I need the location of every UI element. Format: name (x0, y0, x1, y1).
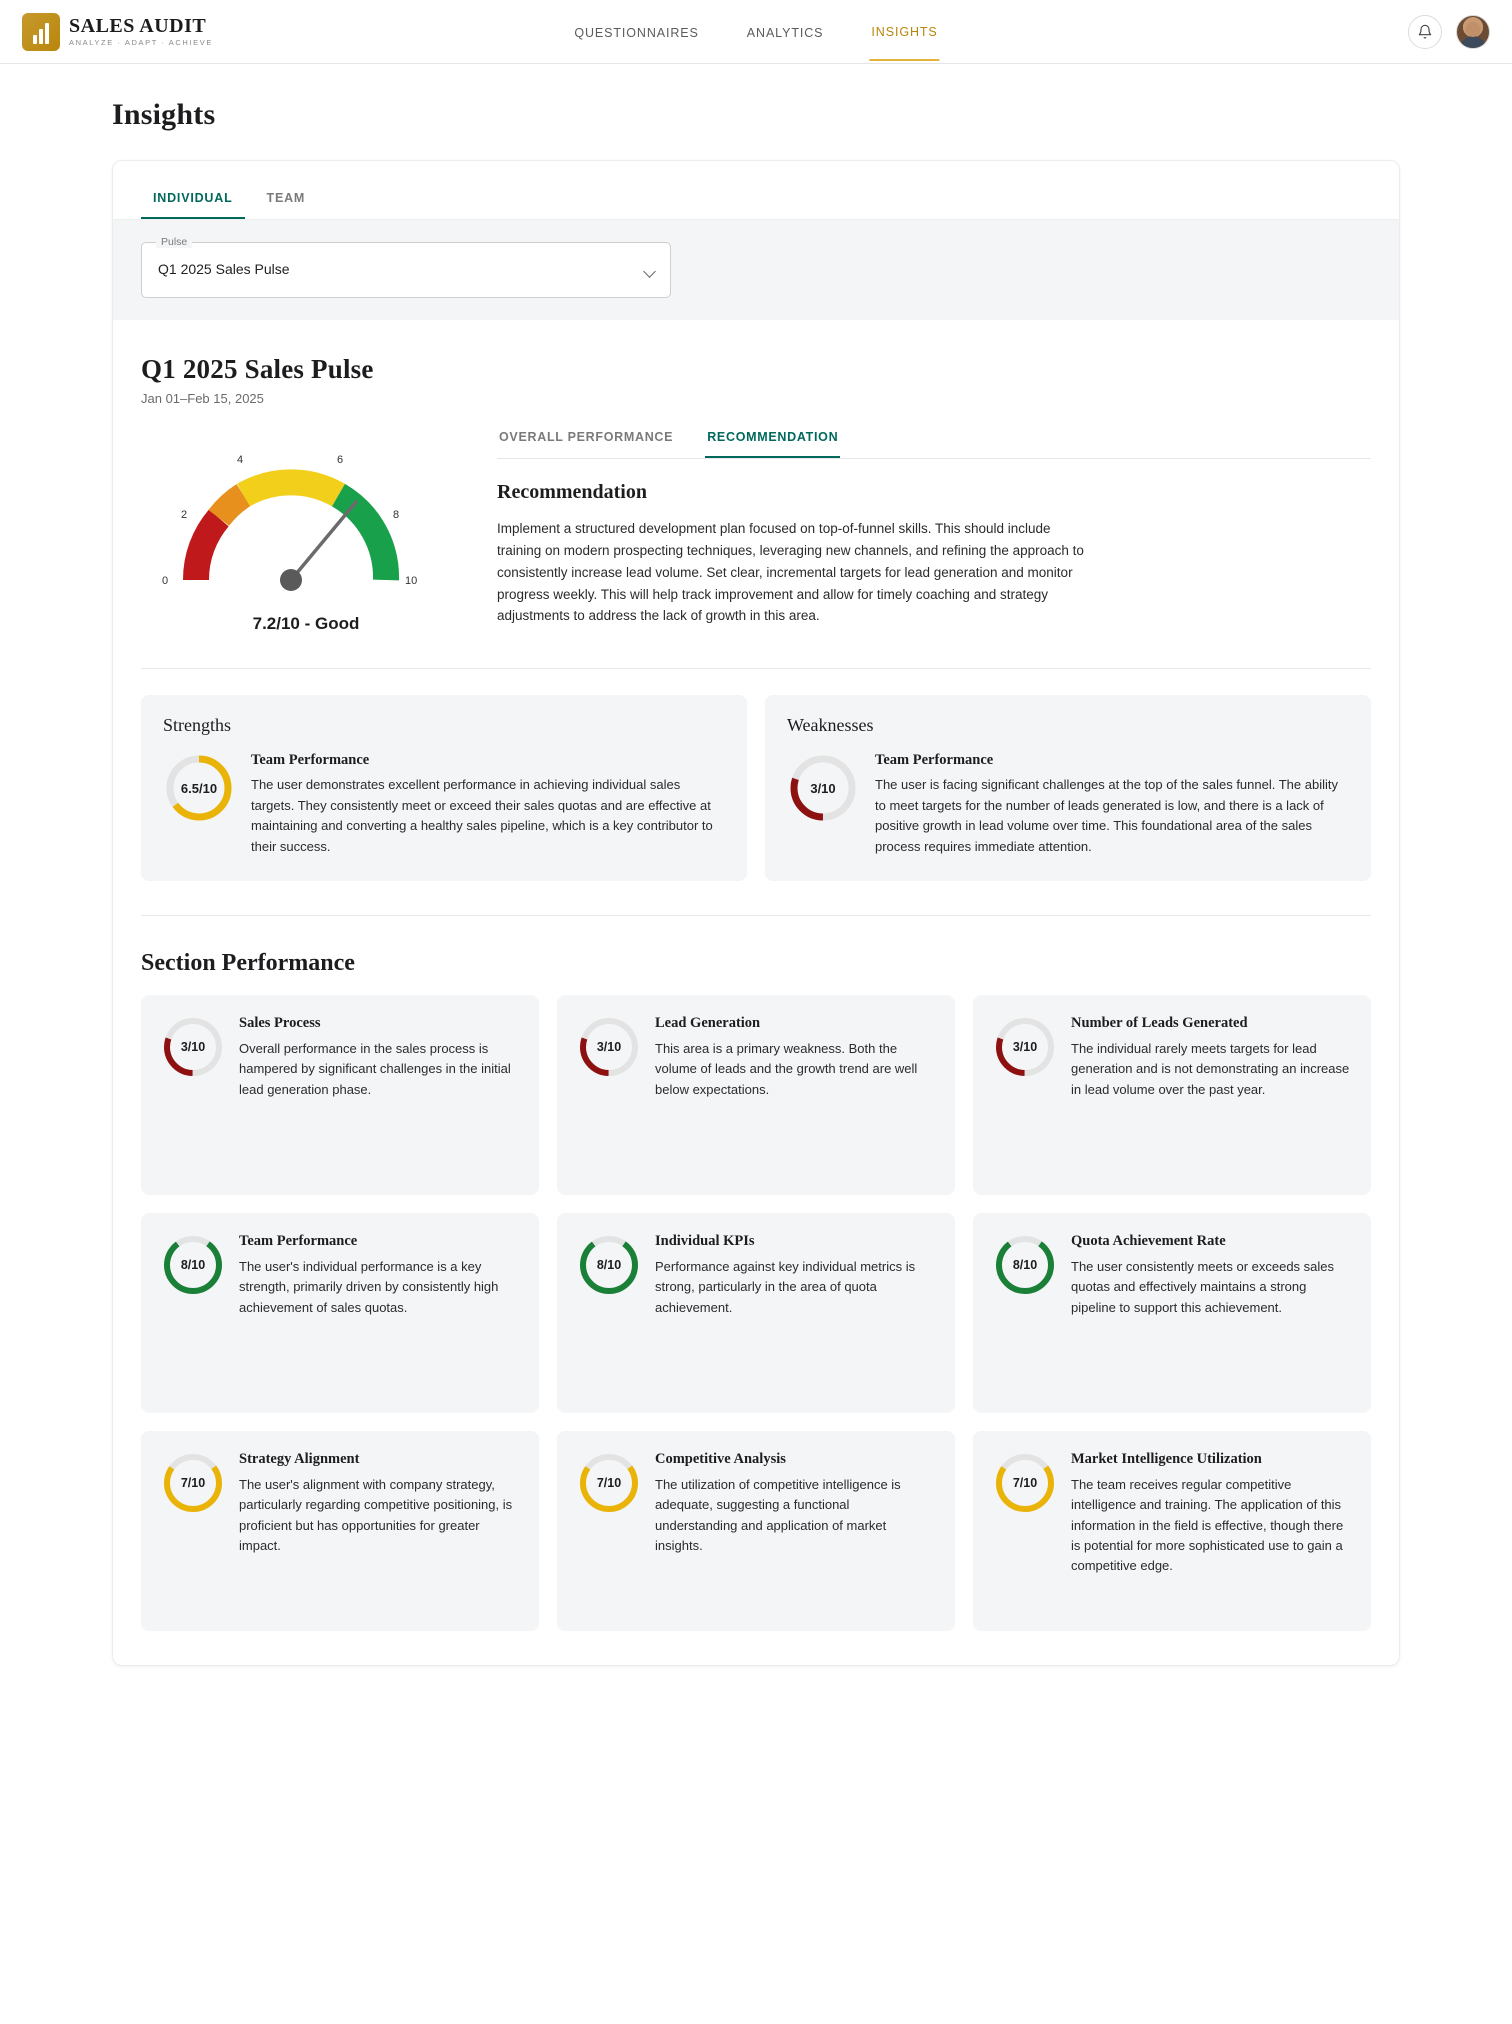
score-donut (577, 1233, 641, 1297)
score-donut (993, 1233, 1057, 1297)
gauge-tick-2: 2 (181, 509, 188, 521)
card-text: The user's alignment with company strategy, particularly regarding competitive positioning, is proficient but has opportunities for greater impact. (239, 1477, 513, 1553)
list-item (787, 752, 1349, 857)
item-text: The user is facing significant challenges at the top of the sales funnel. The ability to meet targets for the number of leads generated is low, and there is a lack of positive growth in lead volume over time. This foundational area of the sales process requires immediate attention. (875, 777, 1338, 854)
score-donut (577, 1015, 641, 1079)
card-text: The utilization of competitive intelligence is adequate, suggesting a functional understanding and application of market insights. (655, 1477, 901, 1553)
strengths-card (141, 695, 747, 881)
score-donut (161, 1233, 225, 1297)
gauge-tick-8: 8 (393, 509, 400, 521)
list-item (163, 752, 725, 857)
item-heading: Team Performance (251, 752, 370, 768)
recommendation-heading: Recommendation (497, 481, 647, 503)
notifications-button[interactable] (1408, 15, 1442, 49)
tab-individual[interactable]: INDIVIDUAL (141, 185, 245, 219)
score-label: 3/10 (596, 1040, 622, 1055)
card-heading: Lead Generation (655, 1015, 761, 1032)
card-text: The user consistently meets or exceeds sales quotas and effectively maintains a strong pipeline to support this achievement. (1071, 1259, 1335, 1315)
card-text: The individual rarely meets targets for lead generation and is not demonstrating an increase in lead volume over the past year. (1071, 1041, 1350, 1097)
divider (141, 668, 1371, 669)
pulse-select[interactable] (141, 236, 671, 298)
score-donut (787, 752, 859, 824)
pulse-selector-bar (113, 220, 1399, 320)
chevron-down-icon (643, 265, 656, 278)
gauge-tick-10: 10 (405, 575, 418, 587)
section-card (557, 1213, 955, 1413)
score-donut (163, 752, 235, 824)
logo-title: SALES AUDIT (69, 15, 207, 38)
score-label: 3/10 (810, 780, 836, 796)
card-heading: Quota Achievement Rate (1071, 1233, 1226, 1250)
card-text: Overall performance in the sales process is hampered by significant challenges in the initial lead generation phase. (239, 1041, 511, 1097)
section-performance-title: Section Performance (141, 950, 355, 977)
weaknesses-title: Weaknesses (787, 715, 874, 735)
card-heading: Market Intelligence Utilization (1071, 1451, 1262, 1468)
page-title: Insights (112, 98, 216, 131)
recommendation-text: Implement a structured development plan focused on top-of-funnel skills. This should include training on modern prospecting techniques, leveraging new channels, and refining the approach to consistently increase lead volume. Set clear, incremental targets for lead generation and monitor progress weekly. This will help track improvement and allow for timely coaching and strategy adjustments to address the lack of growth in this area. (497, 521, 1084, 624)
card-heading: Team Performance (239, 1233, 358, 1250)
divider (141, 915, 1371, 916)
bar-chart-logo-icon (22, 13, 60, 51)
card-text: The user's individual performance is a key strength, primarily driven by consistently high achievement of sales quotas. (239, 1259, 499, 1315)
gauge-svg (141, 430, 441, 605)
pulse-select-value: Q1 2025 Sales Pulse (158, 261, 290, 277)
score-label: 8/10 (1012, 1258, 1038, 1273)
card-text: Performance against key individual metrics is strong, particularly in the area of quota achievement. (655, 1259, 916, 1315)
item-text: The user demonstrates excellent performance in achieving individual sales targets. They consistently meet or exceed their sales quotas and are effective at maintaining and converting a healthy sales pipeline, which is a key contributor to their success. (251, 777, 713, 854)
nav-analytics[interactable]: ANALYTICS (746, 25, 824, 40)
score-label: 7/10 (1012, 1476, 1038, 1491)
gauge-needle (291, 502, 356, 580)
score-donut (577, 1451, 641, 1515)
section-card (557, 995, 955, 1195)
card-text: This area is a primary weakness. Both the volume of leads and the growth trend are well below expectations. (655, 1041, 918, 1097)
section-card (557, 1431, 955, 1631)
nav-insights[interactable]: INSIGHTS (869, 3, 939, 61)
gauge-score-label: 7.2/10 - Good (252, 614, 360, 633)
pulse-title: Q1 2025 Sales Pulse (141, 354, 374, 384)
score-donut (161, 1015, 225, 1079)
nav-questionnaires[interactable]: QUESTIONNAIRES (574, 25, 699, 40)
section-card (141, 1213, 539, 1413)
score-label: 8/10 (180, 1258, 206, 1273)
section-card (141, 1431, 539, 1631)
gauge-tick-0: 0 (162, 575, 169, 587)
tab-overall-performance[interactable]: OVERALL PERFORMANCE (499, 430, 674, 444)
score-label: 3/10 (1012, 1040, 1038, 1055)
card-text: The team receives regular competitive intelligence and training. The application of this information in the field is effective, though there is potential for more sophisticated use to gain a competitive edge. (1071, 1477, 1344, 1574)
overall-gauge (141, 422, 471, 634)
score-label: 7/10 (596, 1476, 622, 1491)
strengths-title: Strengths (163, 715, 232, 735)
score-donut (161, 1451, 225, 1515)
section-card (973, 995, 1371, 1195)
section-card (973, 1213, 1371, 1413)
tab-recommendation[interactable]: RECOMMENDATION (705, 426, 840, 458)
scope-tabs (113, 161, 1399, 220)
bell-icon (1417, 24, 1433, 40)
score-label: 6.5/10 (180, 780, 218, 796)
pulse-date-range: Jan 01–Feb 15, 2025 (141, 391, 264, 406)
score-donut (993, 1451, 1057, 1515)
gauge-tick-6: 6 (337, 454, 344, 466)
score-label: 7/10 (180, 1476, 206, 1491)
pulse-select-label: Pulse (156, 236, 192, 248)
top-header (0, 0, 1512, 64)
score-label: 3/10 (180, 1040, 206, 1055)
section-card (973, 1431, 1371, 1631)
logo-subtitle: ANALYZE · ADAPT · ACHIEVE (69, 38, 213, 48)
avatar[interactable] (1456, 15, 1490, 49)
card-heading: Sales Process (239, 1015, 321, 1032)
weaknesses-card (765, 695, 1371, 881)
app-logo[interactable] (22, 13, 213, 51)
insights-card (112, 160, 1400, 1666)
card-heading: Competitive Analysis (655, 1451, 786, 1468)
section-performance-grid (141, 995, 1371, 1631)
gauge-hub (280, 569, 302, 591)
card-heading: Strategy Alignment (239, 1451, 360, 1468)
score-label: 8/10 (596, 1258, 622, 1273)
score-donut (993, 1015, 1057, 1079)
item-heading: Team Performance (875, 752, 994, 768)
section-card (141, 995, 539, 1195)
main-nav (572, 0, 939, 64)
card-heading: Individual KPIs (655, 1233, 755, 1250)
performance-tabs (497, 426, 1371, 459)
card-heading: Number of Leads Generated (1071, 1015, 1248, 1032)
gauge-tick-4: 4 (237, 454, 244, 466)
tab-team[interactable]: TEAM (266, 191, 306, 205)
